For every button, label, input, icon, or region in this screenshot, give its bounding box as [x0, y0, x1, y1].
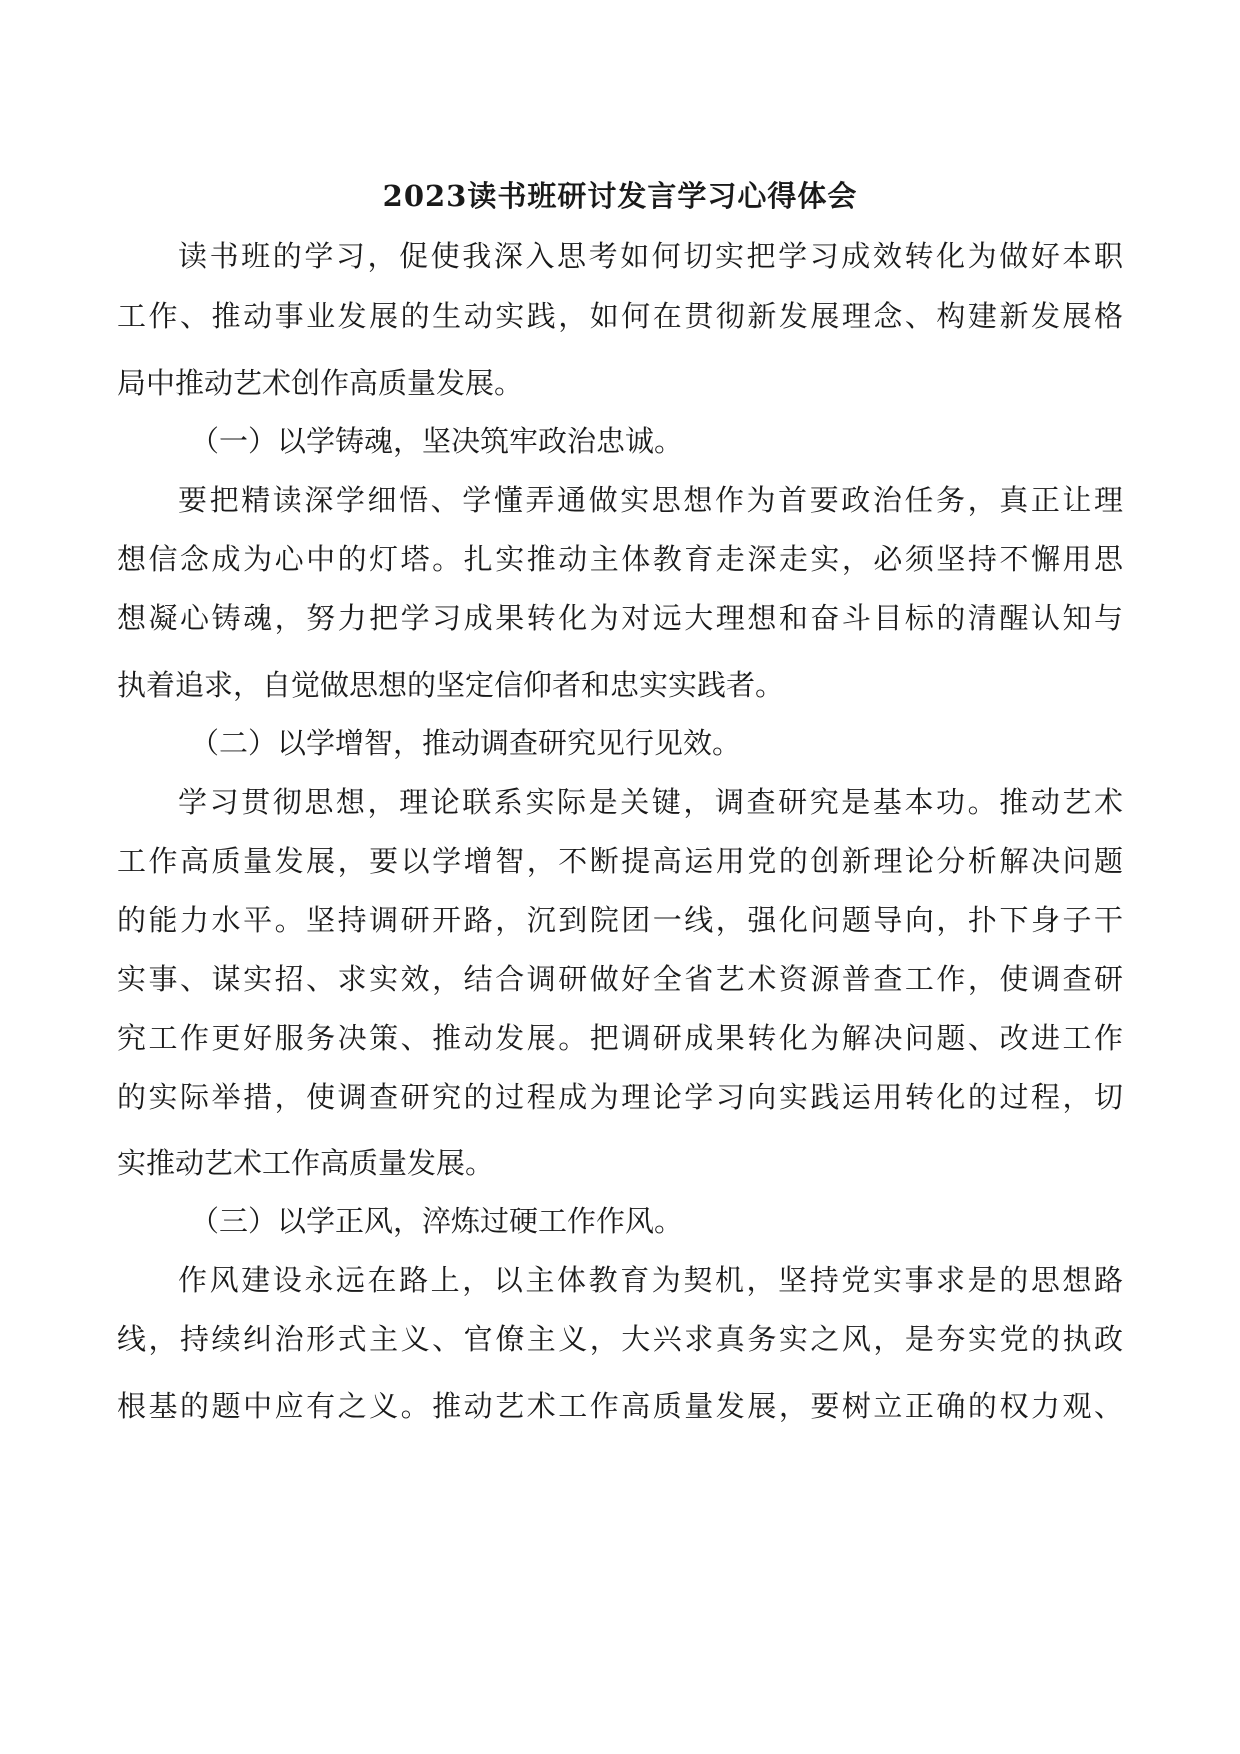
paragraph-line: 工作、推动事业发展的生动实践，如何在贯彻新发展理念、构建新发展格 [117, 299, 1123, 333]
paragraph-line: 工作高质量发展，要以学增智，不断提高运用党的创新理论分析解决问题 [117, 844, 1123, 878]
paragraph-line: 要把精读深学细悟、学懂弄通做实思想作为首要政治任务，真正让理 [178, 483, 1123, 517]
paragraph-line: 局中推动艺术创作高质量发展。 [117, 366, 524, 400]
paragraph-line: 根基的题中应有之义。推动艺术工作高质量发展，要树立正确的权力观、 [117, 1389, 1123, 1423]
section-heading-2: （二）以学增智，推动调查研究见行见效。 [190, 726, 742, 760]
paragraph-line: 读书班的学习，促使我深入思考如何切实把学习成效转化为做好本职 [178, 239, 1123, 273]
paragraph-line: 学习贯彻思想，理论联系实际是关键，调查研究是基本功。推动艺术 [178, 785, 1123, 819]
paragraph-line: 作风建设永远在路上，以主体教育为契机，坚持党实事求是的思想路 [178, 1263, 1123, 1297]
paragraph-line: 线，持续纠治形式主义、官僚主义，大兴求真务实之风，是夯实党的执政 [117, 1322, 1123, 1356]
paragraph-line: 实推动艺术工作高质量发展。 [117, 1146, 495, 1180]
paragraph-line: 究工作更好服务决策、推动发展。把调研成果转化为解决问题、改进工作 [117, 1021, 1123, 1055]
paragraph-line: 执着追求，自觉做思想的坚定信仰者和忠实实践者。 [117, 668, 785, 702]
paragraph-line: 的能力水平。坚持调研开路，沉到院团一线，强化问题导向，扑下身子干 [117, 903, 1123, 937]
paragraph-line: 实事、谋实招、求实效，结合调研做好全省艺术资源普查工作，使调查研 [117, 962, 1123, 996]
paragraph-line: 想信念成为心中的灯塔。扎实推动主体教育走深走实，必须坚持不懈用思 [117, 542, 1123, 576]
paragraph-line: 的实际举措，使调查研究的过程成为理论学习向实践运用转化的过程，切 [117, 1080, 1123, 1114]
section-heading-3: （三）以学正风，淬炼过硬工作作风。 [190, 1204, 684, 1238]
document-title: 2023读书班研讨发言学习心得体会 [382, 179, 858, 213]
paragraph-line: 想凝心铸魂，努力把学习成果转化为对远大理想和奋斗目标的清醒认知与 [117, 601, 1123, 635]
section-heading-1: （一）以学铸魂，坚决筑牢政治忠诚。 [190, 424, 684, 458]
